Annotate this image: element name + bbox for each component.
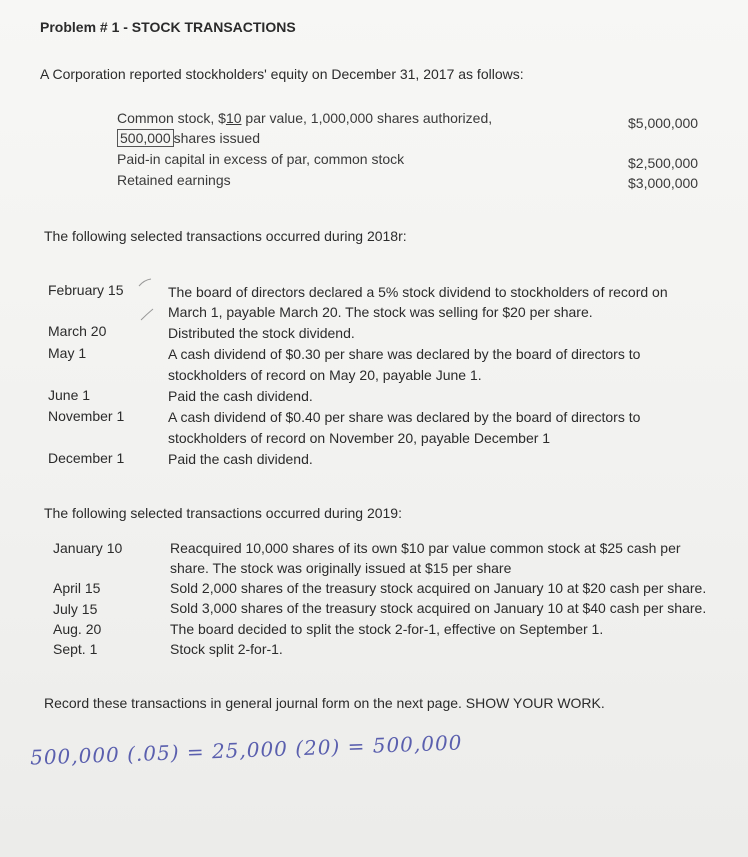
desc-nov-1-line1: A cash dividend of $0.40 per share was declared by the board of directors to bbox=[168, 409, 641, 425]
pencil-check-mark-icon bbox=[140, 308, 154, 322]
heading-2019: The following selected transactions occurred during 2019: bbox=[44, 505, 402, 521]
retained-earnings-amount: $3,000,000 bbox=[628, 175, 699, 191]
desc-feb-15-line1: The board of directors declared a 5% stock dividend to stockholders of record on bbox=[168, 284, 668, 300]
common-stock-amount: $5,000,000 bbox=[628, 115, 699, 131]
date-may-1: May 1 bbox=[48, 345, 87, 361]
handwritten-note: 500,000 (.05) = 25,000 (20) = 500,000 bbox=[29, 730, 463, 770]
desc-nov-1-line2: stockholders of record on November 20, payable December 1 bbox=[168, 430, 551, 446]
pencil-check-mark-icon bbox=[138, 278, 152, 288]
desc-may-1-line1: A cash dividend of $0.30 per share was declared by the board of directors to bbox=[168, 346, 641, 362]
desc-feb-15-line2: March 1, payable March 20. The stock was selling for $20 per share. bbox=[168, 304, 593, 320]
desc-apr-15: Sold 2,000 shares of the treasury stock acquired on January 10 at $20 cash per share. bbox=[170, 580, 707, 596]
shares-issued-line bbox=[117, 130, 260, 146]
desc-jul-15: Sold 3,000 shares of the treasury stock acquired on January 10 at $40 cash per share. bbox=[170, 600, 707, 616]
date-jan-10: January 10 bbox=[53, 540, 123, 556]
date-jul-15: July 15 bbox=[53, 601, 98, 617]
desc-jun-1: Paid the cash dividend. bbox=[168, 388, 313, 404]
problem-title: Problem # 1 - STOCK TRANSACTIONS bbox=[40, 19, 296, 35]
date-jun-1: June 1 bbox=[48, 387, 91, 403]
date-nov-1: November 1 bbox=[48, 408, 125, 424]
heading-2018: The following selected transactions occurred during 2018r: bbox=[44, 228, 407, 244]
retained-earnings-label: Retained earnings bbox=[117, 172, 231, 188]
date-mar-20: March 20 bbox=[48, 323, 107, 339]
common-stock-label-rest: par value, 1,000,000 shares authorized, bbox=[241, 110, 493, 126]
date-apr-15: April 15 bbox=[53, 580, 101, 596]
desc-sept-1: Stock split 2-for-1. bbox=[170, 641, 283, 657]
shares-issued-label: shares issued bbox=[173, 130, 260, 146]
desc-aug-20: The board decided to split the stock 2-for-1, effective on September 1. bbox=[170, 621, 604, 637]
desc-mar-20: Distributed the stock dividend. bbox=[168, 325, 355, 341]
par-value: 10 bbox=[225, 110, 242, 126]
date-aug-20: Aug. 20 bbox=[53, 621, 102, 637]
common-stock-line bbox=[117, 110, 492, 126]
shares-issued-number: 500,000 bbox=[117, 129, 174, 147]
date-dec-1: December 1 bbox=[48, 450, 125, 466]
desc-dec-1: Paid the cash dividend. bbox=[168, 451, 313, 467]
paid-in-capital-label: Paid-in capital in excess of par, common stock bbox=[117, 151, 405, 167]
desc-jan-10-line2: share. The stock was originally issued at $15 per share bbox=[170, 560, 512, 576]
date-feb-15: February 15 bbox=[48, 282, 124, 298]
date-sept-1: Sept. 1 bbox=[53, 641, 98, 657]
intro-text: A Corporation reported stockholders' equity on December 31, 2017 as follows: bbox=[40, 66, 524, 82]
common-stock-label: Common stock, $ bbox=[117, 110, 226, 126]
desc-jan-10-line1: Reacquired 10,000 shares of its own $10 par value common stock at $25 cash per bbox=[170, 540, 681, 556]
desc-may-1-line2: stockholders of record on May 20, payable June 1. bbox=[168, 367, 482, 383]
paid-in-capital-amount: $2,500,000 bbox=[628, 155, 699, 171]
instruction-text: Record these transactions in general journal form on the next page. SHOW YOUR WORK. bbox=[44, 695, 605, 711]
